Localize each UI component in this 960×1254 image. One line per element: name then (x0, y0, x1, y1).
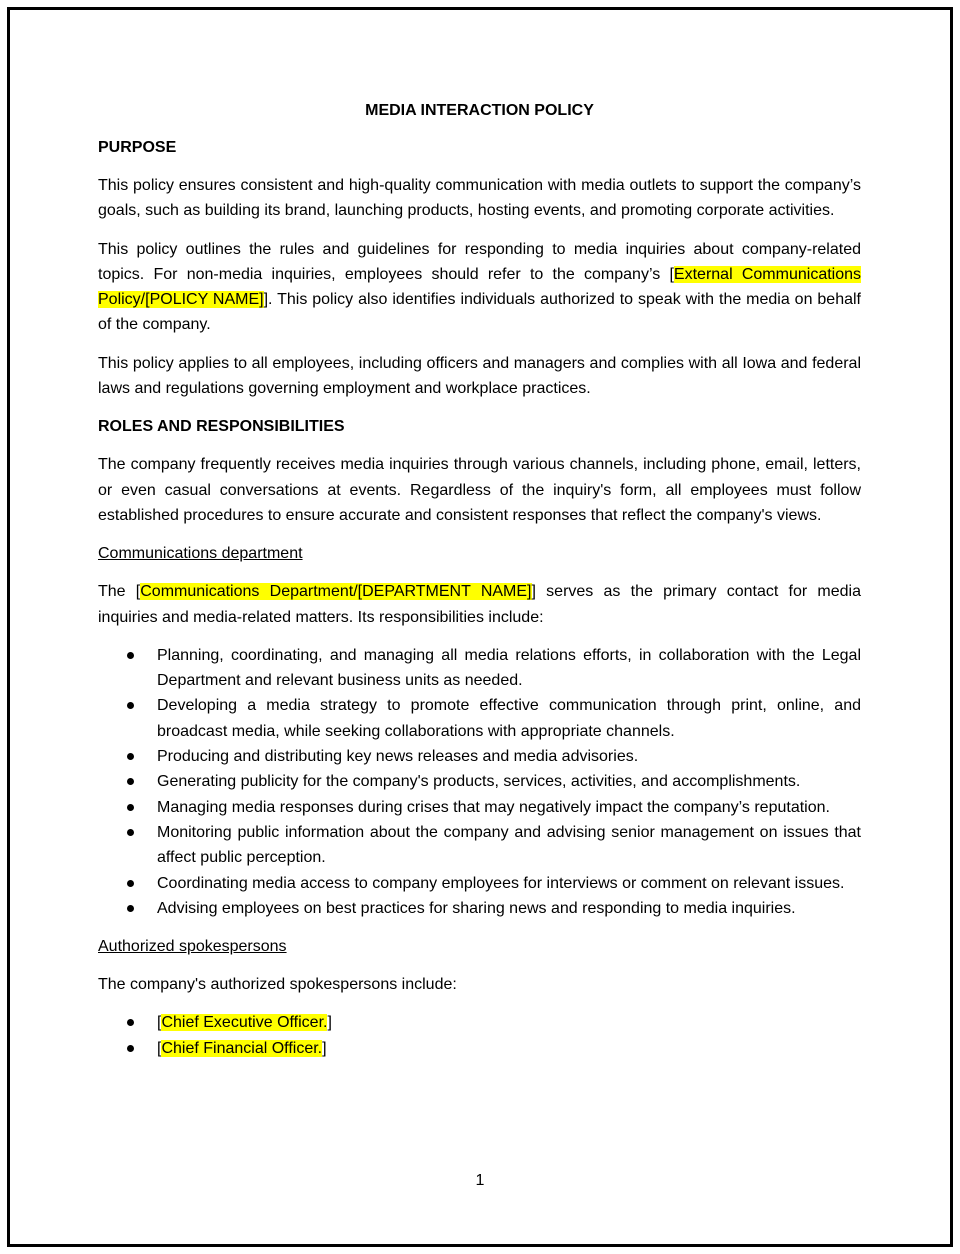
purpose-paragraph-2-text-start: This policy outlines the rules and guidelines for responding to media inquiries about company-related topics. For non-media inquiries, employees should refer to the company’s [ (98, 240, 861, 283)
list-item-text: Planning, coordinating, and managing all media relations efforts, in collaboration with the Legal Department and relevant business units as needed. (157, 646, 861, 690)
page-number: 1 (475, 1172, 485, 1189)
list-item (98, 896, 861, 921)
document-body (98, 98, 861, 1074)
roles-paragraph-1: The company frequently receives media inquiries through various channels, including phone, email, letters, or even casual conversations at events. Regardless of the inquiry's form, all employees must follow established procedures to ensure accurate and consistent responses that reflect the company's views. (98, 456, 861, 524)
list-item (98, 744, 861, 769)
bullet-icon (127, 702, 134, 709)
communications-subheading: Communications department (98, 545, 303, 563)
list-item-text: Generating publicity for the company's products, services, activities, and accomplishments. (157, 773, 801, 791)
list-item (98, 820, 861, 871)
spokespersons-subheading: Authorized spokespersons (98, 938, 287, 956)
roles-heading: ROLES AND RESPONSIBILITIES (98, 418, 345, 436)
list-item (98, 1036, 861, 1061)
bullet-icon (127, 1019, 134, 1026)
bracket-close: ] (322, 1039, 327, 1057)
bullet-icon (127, 804, 134, 811)
purpose-paragraph-1: This policy ensures consistent and high-quality communication with media outlets to support the company’s goals, such as building its brand, launching products, hosting events, and promoting corporate activities. (98, 177, 861, 220)
spokesperson-placeholder: Chief Executive Officer. (161, 1014, 328, 1032)
spokesperson-placeholder: Chief Financial Officer. (161, 1039, 323, 1057)
bracket-close: ] (327, 1014, 332, 1032)
policy-name-placeholder: External Communications Policy/[POLICY NAME] (98, 265, 862, 309)
list-item (98, 1010, 861, 1035)
bullet-icon (127, 829, 134, 836)
bullet-icon (127, 778, 134, 785)
spokespersons-list (98, 1010, 861, 1061)
communications-intro-text-end: ] serves as the primary contact for media inquiries and media-related matters. Its responsibilities include: (98, 583, 862, 626)
bullet-icon (127, 753, 134, 760)
list-item (98, 795, 861, 820)
department-name-placeholder: Communications Department/[DEPARTMENT NAME] (140, 583, 532, 601)
list-item-text: Managing media responses during crises that may negatively impact the company’s reputation. (157, 798, 830, 816)
document-title: MEDIA INTERACTION POLICY (365, 102, 594, 119)
list-item (98, 643, 861, 694)
purpose-paragraph-3: This policy applies to all employees, including officers and managers and complies with all Iowa and federal laws and regulations governing employment and workplace practices. (98, 354, 861, 398)
bracket-open: [ (157, 1014, 162, 1032)
list-item (98, 871, 861, 896)
communications-intro (98, 579, 861, 630)
list-item-text: Developing a media strategy to promote effective communication through print, online, and broadcast media, while seeking collaborations with appropriate channels. (157, 697, 861, 740)
list-item-text: Coordinating media access to company employees for interviews or comment on relevant issues. (157, 874, 845, 892)
bullet-icon (127, 1045, 134, 1052)
list-item-text: Advising employees on best practices for sharing news and responding to media inquiries. (157, 899, 796, 917)
list-item (98, 769, 861, 794)
bullet-icon (127, 905, 134, 912)
list-item-text: Monitoring public information about the company and advising senior management on issues that affect public perception. (157, 823, 861, 867)
bullet-icon (127, 652, 134, 659)
purpose-heading: PURPOSE (98, 139, 177, 156)
responsibilities-list (98, 643, 861, 921)
communications-intro-text-start: The [ (98, 583, 141, 601)
list-item-text: Producing and distributing key news releases and media advisories. (157, 748, 639, 766)
purpose-paragraph-2 (98, 237, 861, 338)
bracket-open: [ (157, 1039, 162, 1057)
list-item (98, 693, 861, 744)
purpose-paragraph-2-text-end: ]. This policy also identifies individuals authorized to speak with the media on behalf of the company. (98, 291, 862, 334)
bullet-icon (127, 880, 134, 887)
spokespersons-intro: The company's authorized spokespersons include: (98, 976, 457, 994)
